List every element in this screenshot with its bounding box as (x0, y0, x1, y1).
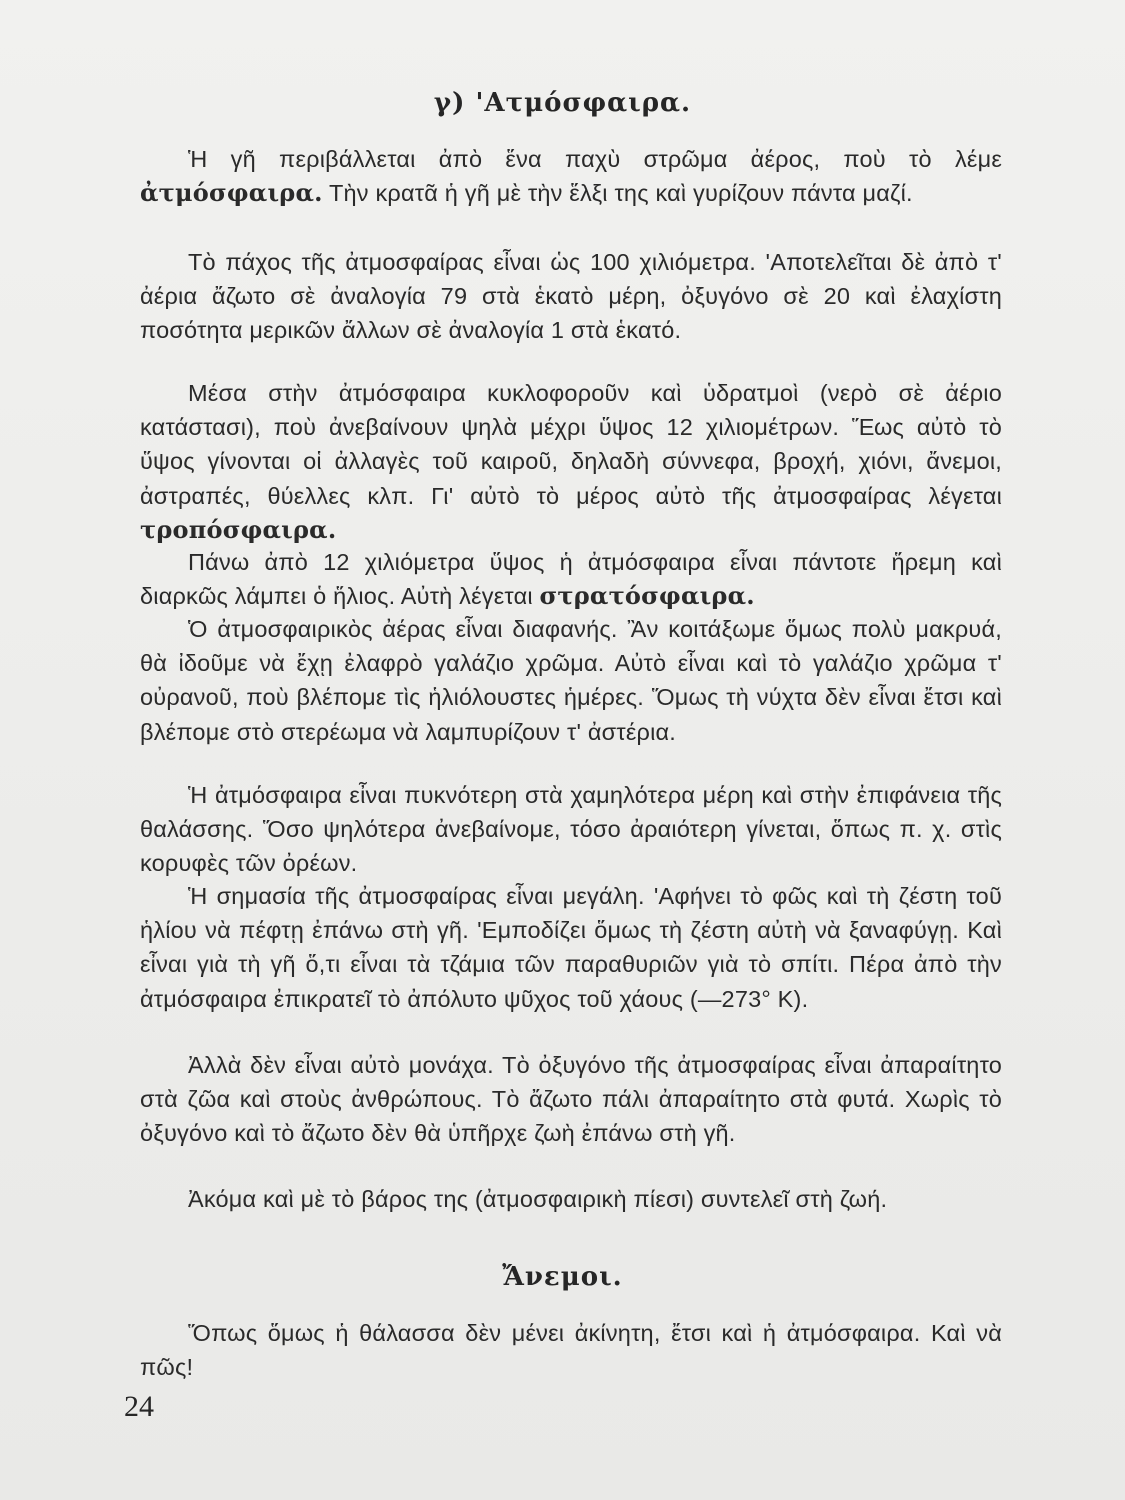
paragraph-4-text: Πάνω ἀπὸ 12 χιλιόμετρα ὕψος ἡ ἀτμόσφαιρα εἶναι πάντοτε ἥρεμη καὶ διαρκῶς λάμπει ὁ ἥλιος. Αὐτὴ λέγεται (140, 549, 1002, 610)
term-stratosphere: στρατόσφαιρα. (539, 581, 755, 611)
paragraph-6: Ἡ ἀτμόσφαιρα εἶναι πυκνότερη στὰ χαμηλότερα μέρη καὶ στὴν ἐπιφάνεια τῆς θαλάσσης. Ὅσο ψηλότερα ἀνεβαίνομε, τόσο ἀραιότερη γίνεται, ὅπως π. χ. στὶς κορυφὲς τῶν ὀρέων. (140, 782, 1002, 877)
term-atmosphere: ἀτμόσφαιρα. (140, 178, 323, 208)
paragraph-3-text: Μέσα στὴν ἀτμόσφαιρα κυκλοφοροῦν καὶ ὑδρατμοὶ (νερὸ σὲ ἀέριο κατάστασι), ποὺ ἀνεβαίνουν ψηλὰ μέχρι ὕψος 12 χιλιομέτρων. Ἕως αὐτὸ τὸ ὕψος γίνονται οἱ ἀλλαγὲς τοῦ καιροῦ, δηλαδὴ σύννεφα, βροχή, χιόνι, ἄνεμοι, ἀστραπές, θύελλες κλπ. Γι' αὐτὸ τὸ μέρος αὐτὸ τῆς ἀτμοσφαίρας λέγεται (140, 380, 1002, 509)
paragraph-4 (140, 545, 1002, 613)
paragraph-1 (140, 142, 1002, 210)
paragraph-9: Ἀκόμα καὶ μὲ τὸ βάρος της (ἀτμοσφαιρικὴ πίεσι) συντελεῖ στὴ ζωή. (188, 1186, 888, 1212)
section-title: γ) 'Ατμόσφαιρα. (433, 88, 692, 118)
paragraph-2: Τὸ πάχος τῆς ἀτμοσφαίρας εἶναι ὡς 100 χιλιόμετρα. 'Αποτελεῖται δὲ ἀπὸ τ' ἀέρια ἄζωτο σὲ ἀναλογία 79 στὰ ἑκατὸ μέρη, ὀξυγόνο σὲ 20 καὶ ἐλαχίστη ποσότητα μερικῶν ἄλλων σὲ ἀναλογία 1 στὰ ἑκατό. (140, 249, 1002, 344)
term-troposphere: τροπόσφαιρα. (140, 514, 337, 544)
subsection-title: Ἄνεμοι. (502, 1262, 623, 1292)
paragraph-3 (140, 376, 1002, 547)
paragraph-5: Ὁ ἀτμοσφαιρικὸς ἀέρας εἶναι διαφανής. Ἂν κοιτάξωμε ὅμως πολὺ μακρυά, θὰ ἰδοῦμε νὰ ἔχῃ ἐλαφρὸ γαλάζιο χρῶμα. Αὐτὸ εἶναι καὶ τὸ γαλάζιο χρῶμα τ' οὐρανοῦ, ποὺ βλέπομε τὶς ἡλιόλουστες ἡμέρες. Ὅμως τὴ νύχτα δὲν εἶναι ἔτσι καὶ βλέπομε στὸ στερέωμα νὰ λαμπυρίζουν τ' ἀστέρια. (140, 616, 1002, 745)
page-number: 24 (124, 1390, 154, 1423)
paragraph-winds: Ὅπως ὅμως ἡ θάλασσα δὲν μένει ἀκίνητη, ἔτσι καὶ ἡ ἀτμόσφαιρα. Καὶ νὰ πῶς! (140, 1320, 1002, 1381)
paragraph-8: Ἀλλὰ δὲν εἶναι αὐτὸ μονάχα. Τὸ ὀξυγόνο τῆς ἀτμοσφαίρας εἶναι ἀπαραίτητο στὰ ζῶα καὶ στοὺς ἀνθρώπους. Τὸ ἄζωτο πάλι ἀπαραίτητο στὰ φυτά. Χωρὶς τὸ ὀξυγόνο καὶ τὸ ἄζωτο δὲν θὰ ὑπῆρχε ζωὴ ἐπάνω στὴ γῆ. (140, 1052, 1002, 1147)
paragraph-1-text-start: Ἡ γῆ περιβάλλεται ἀπὸ ἕνα παχὺ στρῶμα ἀέρος, ποὺ τὸ λέμε (188, 146, 1002, 172)
paragraph-7: Ἡ σημασία τῆς ἀτμοσφαίρας εἶναι μεγάλη. 'Αφήνει τὸ φῶς καὶ τὴ ζέστη τοῦ ἡλίου νὰ πέφτῃ ἐπάνω στὴ γῆ. 'Εμποδίζει ὅμως τὴ ζέστη αὐτὴ νὰ ξαναφύγῃ. Καὶ εἶναι γιὰ τὴ γῆ ὅ,τι εἶναι τὰ τζάμια τῶν παραθυριῶν γιὰ τὸ σπίτι. Πέρα ἀπὸ τὴν ἀτμόσφαιρα ἐπικρατεῖ τὸ ἀπόλυτο ψῦχος τοῦ χάους (—273° Κ). (140, 883, 1002, 1012)
paragraph-1-text-end: Τὴν κρατᾶ ἡ γῆ μὲ τὴν ἕλξι της καὶ γυρίζουν πάντα μαζί. (322, 180, 913, 207)
